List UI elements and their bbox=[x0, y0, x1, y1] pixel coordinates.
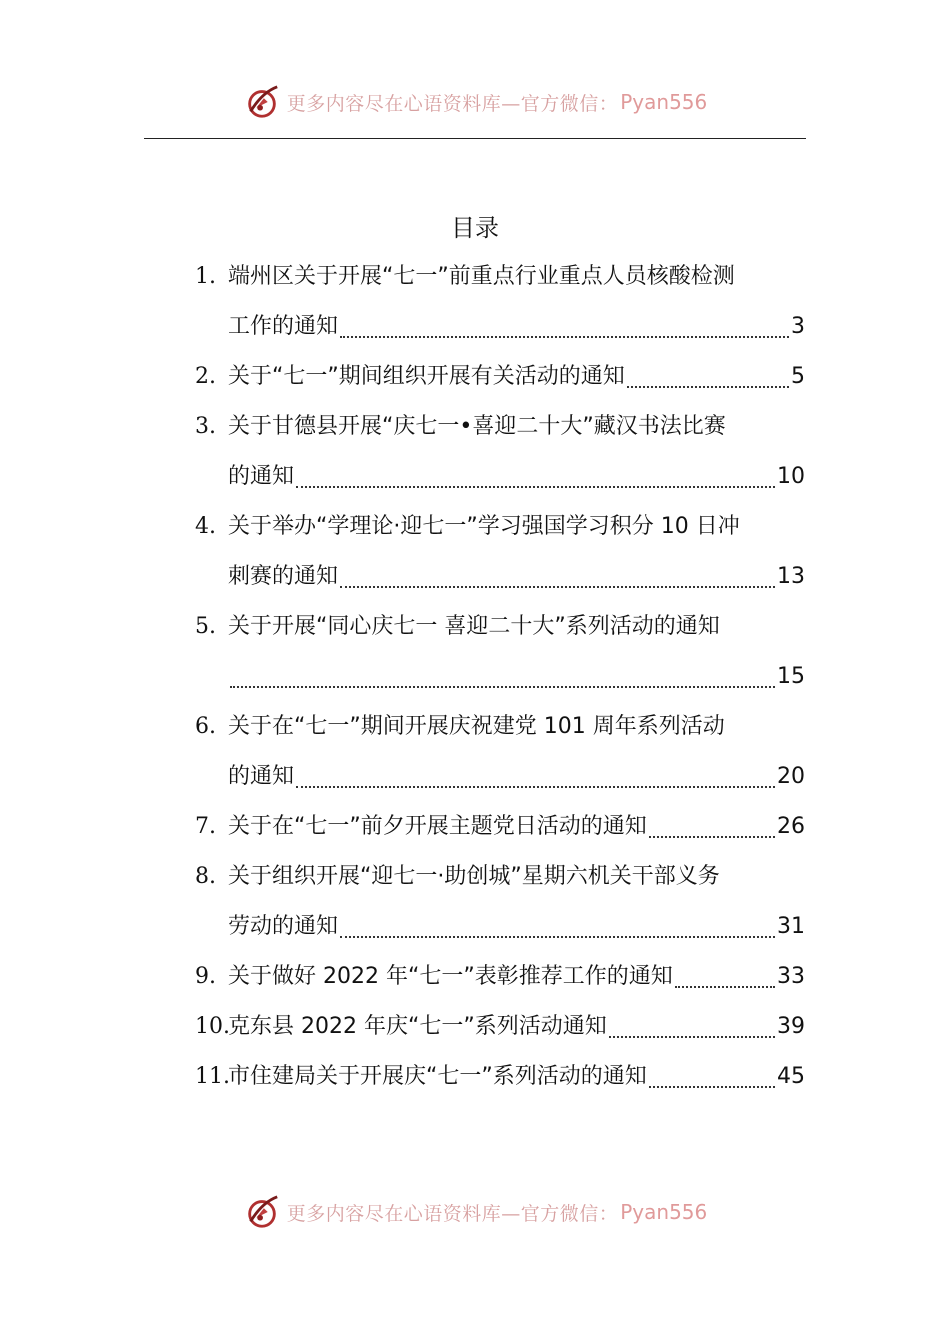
toc-entry bbox=[0, 807, 950, 847]
toc-entry bbox=[0, 1007, 950, 1047]
toc-entry-title-continued: 的通知 bbox=[228, 764, 295, 789]
toc-entry-title: 端州区关于开展“七一”前重点行业重点人员核酸检测 bbox=[228, 264, 735, 289]
toc-entry-title: 克东县 2022 年庆“七一”系列活动通知 bbox=[228, 1014, 607, 1039]
toc-leader-line bbox=[228, 807, 805, 847]
toc-entry-continuation bbox=[0, 757, 950, 797]
toc-entry-number: 3. bbox=[195, 414, 216, 439]
toc-entry bbox=[0, 1057, 950, 1097]
toc-entry-number: 10. bbox=[195, 1014, 230, 1039]
toc-entry-title-continued: 刺赛的通知 bbox=[228, 564, 339, 589]
toc-entry bbox=[0, 707, 950, 747]
toc-page-number: 5 bbox=[791, 364, 805, 389]
toc-entry-title: 市住建局关于开展庆“七一”系列活动的通知 bbox=[228, 1064, 647, 1089]
toc-entry-number: 5. bbox=[195, 614, 216, 639]
toc-entry-title: 关于“七一”期间组织开展有关活动的通知 bbox=[228, 364, 625, 389]
leader-dots bbox=[627, 386, 789, 388]
toc-entry bbox=[0, 507, 950, 547]
leader-dots bbox=[230, 686, 775, 688]
leader-dots bbox=[675, 986, 775, 988]
branding-text: 更多内容尽在心语资料库—官方微信： bbox=[286, 92, 619, 115]
toc-page-number: 33 bbox=[777, 964, 805, 989]
branding-text: 更多内容尽在心语资料库—官方微信： bbox=[286, 1202, 619, 1225]
toc-entry bbox=[0, 857, 950, 897]
toc-page-number: 10 bbox=[777, 464, 805, 489]
leader-dots bbox=[296, 486, 775, 488]
toc-entry bbox=[0, 357, 950, 397]
toc-entry bbox=[0, 257, 950, 297]
toc-page-number: 20 bbox=[777, 764, 805, 789]
toc-entry-number: 4. bbox=[195, 514, 216, 539]
toc-entry-continuation bbox=[0, 557, 950, 597]
pen-logo-icon bbox=[243, 1193, 281, 1231]
toc-entry-number: 7. bbox=[195, 814, 216, 839]
leader-dots bbox=[296, 786, 775, 788]
toc-leader-line bbox=[228, 457, 805, 497]
toc-entry bbox=[0, 407, 950, 447]
toc-entry-number: 11. bbox=[195, 1064, 230, 1089]
toc-page-number: 26 bbox=[777, 814, 805, 839]
toc-leader-line bbox=[228, 907, 805, 947]
toc-leader-line bbox=[228, 357, 805, 397]
toc-page-number: 3 bbox=[791, 314, 805, 339]
toc-entry-title-continued: 工作的通知 bbox=[228, 314, 339, 339]
toc-entry-number: 1. bbox=[195, 264, 216, 289]
toc-leader-line bbox=[228, 557, 805, 597]
toc-entry-number: 6. bbox=[195, 714, 216, 739]
toc-entry-number: 9. bbox=[195, 964, 216, 989]
toc-page-number: 15 bbox=[777, 664, 805, 689]
toc-entry-title: 关于组织开展“迎七一·助创城”星期六机关干部义务 bbox=[228, 864, 720, 889]
footer-branding bbox=[0, 1190, 950, 1234]
toc-page-number: 39 bbox=[777, 1014, 805, 1039]
toc-entry-continuation bbox=[0, 657, 950, 697]
toc-leader-line bbox=[228, 307, 805, 347]
toc-entry-number: 8. bbox=[195, 864, 216, 889]
toc-leader-line bbox=[228, 957, 805, 997]
toc-entry-title: 关于甘德县开展“庆七一•喜迎二十大”藏汉书法比赛 bbox=[228, 414, 726, 439]
toc-entry bbox=[0, 957, 950, 997]
toc-entry-title-continued: 的通知 bbox=[228, 464, 295, 489]
toc-entry-title: 关于在“七一”期间开展庆祝建党 101 周年系列活动 bbox=[228, 714, 725, 739]
toc-entry-title: 关于做好 2022 年“七一”表彰推荐工作的通知 bbox=[228, 964, 673, 989]
leader-dots bbox=[340, 336, 789, 338]
toc-leader-line bbox=[228, 757, 805, 797]
leader-dots bbox=[340, 936, 775, 938]
toc-entry-title: 关于举办“学理论·迎七一”学习强国学习积分 10 日冲 bbox=[228, 514, 740, 539]
toc-page-number: 45 bbox=[777, 1064, 805, 1089]
leader-dots bbox=[649, 836, 775, 838]
leader-dots bbox=[340, 586, 775, 588]
toc-entry bbox=[0, 607, 950, 647]
branding-wechat-id: Pyan556 bbox=[620, 1200, 708, 1224]
toc-entry-continuation bbox=[0, 457, 950, 497]
toc-entry-title-continued: 劳动的通知 bbox=[228, 914, 339, 939]
toc-entry-title: 关于在“七一”前夕开展主题党日活动的通知 bbox=[228, 814, 647, 839]
toc-leader-line bbox=[228, 1007, 805, 1047]
leader-dots bbox=[649, 1086, 775, 1088]
toc-leader-line bbox=[228, 657, 805, 697]
toc-entry-number: 2. bbox=[195, 364, 216, 389]
leader-dots bbox=[609, 1036, 775, 1038]
toc-entry-continuation bbox=[0, 907, 950, 947]
toc-leader-line bbox=[228, 1057, 805, 1097]
toc-page-number: 13 bbox=[777, 564, 805, 589]
branding-wechat-id: Pyan556 bbox=[620, 90, 708, 114]
toc-entry-title: 关于开展“同心庆七一 喜迎二十大”系列活动的通知 bbox=[228, 614, 720, 639]
toc-entry-continuation bbox=[0, 307, 950, 347]
toc-page-number: 31 bbox=[777, 914, 805, 939]
toc-title: 目录 bbox=[451, 214, 499, 242]
